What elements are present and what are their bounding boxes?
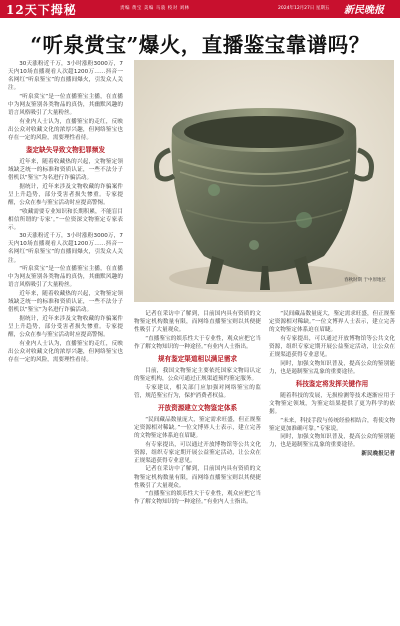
photo-caption: 春秋时期 于中原地区 — [344, 278, 386, 283]
paragraph: 随着科技的发展，无损检测等技术逐渐应用于文物鉴定领域，为鉴定结果提供了更为科学的依据。 — [269, 392, 395, 415]
paragraph: “听泉赏宝”是一位直播鉴宝主播，在直播中为网友鉴别各类物品的真伪，其幽默风趣的语言风格吸引了大量粉丝。 — [8, 93, 123, 117]
paragraph: 有专家提出，可以通过开放博物馆等公共文化资源，组织专家定期开展公益鉴定活动，让公众在正规渠道获得专业意见。 — [134, 441, 261, 464]
paragraph: 有专家提出，可以通过开放博物馆等公共文化资源，组织专家定期开展公益鉴定活动，让公众在正规渠道获得专业意见。 — [269, 335, 395, 358]
paragraph: 近年来，随着收藏热的兴起，文物鉴定领域缺乏统一的标准和资质认证，一些不法分子借机以“鉴宝”为名进行诈骗活动。 — [8, 158, 123, 182]
paragraph: “民间藏品数量庞大，鉴定需求旺盛，但正规鉴定资源相对稀缺。”一位文博界人士表示，建立完善的文物鉴定体系迫在眉睫。 — [134, 416, 261, 440]
paragraph: 有业内人士认为，直播鉴宝的走红，反映出公众对收藏文化的浓厚兴趣，但网络鉴宝也存在一定的风险，需要理性看待。 — [8, 118, 123, 141]
newspaper-logo: 新民晚报 — [344, 5, 384, 16]
section-subhead: 科技鉴定将发挥关键作用 — [295, 379, 369, 388]
editor-credits: 责编 黄宝 美编 马骁 校对 刘林 — [120, 6, 190, 11]
paragraph: “未来，科技手段与传统经验相结合，将使文物鉴定更加准确可靠。”专家说。 — [269, 417, 395, 432]
article-column-3 — [269, 310, 395, 620]
paragraph: 据统计，近年来涉及文物收藏的诈骗案件呈上升趋势，部分受害者损失惨重。专家提醒，公众在参与鉴宝活动时应提高警惕。 — [8, 183, 123, 206]
article-headline: “听泉赏宝”爆火，直播鉴宝靠谱吗？ — [30, 33, 370, 57]
paragraph: 同时，加强文物知识普及，提高公众的鉴别能力，也是遏制鉴宝乱象的重要途径。 — [269, 434, 395, 449]
paragraph: 有业内人士认为，直播鉴宝的走红，反映出公众对收藏文化的浓厚兴趣，但网络鉴宝也存在一定的风险，需要理性看待。 — [8, 340, 123, 363]
paragraph: “直播鉴宝的娱乐性大于专业性，观众应把它当作了解文物知识的一种途径。”有业内人士指出。 — [134, 335, 261, 350]
paragraph: 30天涨粉近千万，3小时涨粉3000万，7天内10场直播观看人次超1200万……抖音一名网红“听泉鉴宝”的直播间爆火，引发众人关注。 — [8, 61, 123, 92]
article-column-1 — [8, 60, 123, 620]
paragraph: 记者在采访中了解到，目前国内具有资质的文物鉴定机构数量有限，而网络直播鉴宝则以其便捷性吸引了大量观众。 — [134, 311, 261, 334]
paragraph: “民间藏品数量庞大，鉴定需求旺盛，但正规鉴定资源相对稀缺。”一位文博界人士表示，建立完善的文物鉴定体系迫在眉睫。 — [269, 311, 395, 334]
bronze-vessel-image — [134, 60, 394, 302]
paragraph: “听泉赏宝”是一位直播鉴宝主播，在直播中为网友鉴别各类物品的真伪，其幽默风趣的语言风格吸引了大量粉丝。 — [8, 266, 123, 289]
paragraph: 记者在采访中了解到，目前国内具有资质的文物鉴定机构数量有限，而网络直播鉴宝则以其便捷性吸引了大量观众。 — [134, 466, 261, 489]
paragraph: 30天涨粉近千万，3小时涨粉3000万，7天内10场直播观看人次超1200万……抖音一名网红“听泉鉴宝”的直播间爆火，引发众人关注。 — [8, 233, 123, 264]
article-column-2 — [134, 310, 261, 620]
section-subhead: 规有鉴定渠道相以满足需求 — [157, 354, 238, 363]
issue-date: 2024年12月27日 星期五 — [278, 6, 330, 11]
section-title: 12天下拇秘 — [6, 3, 77, 17]
paragraph: 据统计，近年来涉及文物收藏的诈骗案件呈上升趋势，部分受害者损失惨重。专家提醒，公众在参与鉴宝活动时应提高警惕。 — [8, 315, 123, 338]
paragraph: 专家建议，相关部门应加强对网络鉴宝的监管，规范鉴宝行为，保护消费者权益。 — [134, 384, 261, 399]
page-header — [0, 0, 400, 18]
paragraph: 目前，我国文物鉴定主要依托国家文物局认定的鉴定机构，公众可通过正规渠道预约鉴定服务。 — [134, 367, 261, 383]
paragraph: 近年来，随着收藏热的兴起，文物鉴定领域缺乏统一的标准和资质认证，一些不法分子借机以“鉴宝”为名进行诈骗活动。 — [8, 290, 123, 314]
paragraph: 同时，加强文物知识普及，提高公众的鉴别能力，也是遏制鉴宝乱象的重要途径。 — [269, 360, 395, 375]
section-subhead: 开放资源建立文物鉴定体系 — [157, 403, 238, 412]
byline: 新民晚报记者 — [361, 450, 395, 457]
paragraph: “收藏需要专业知识和长期积累，不能盲目相信所谓的‘专家’。”一位资深文物鉴定专家表示。 — [8, 208, 123, 231]
section-subhead: 鉴定缺失导致文物犯罪频发 — [25, 145, 106, 154]
article-photo — [134, 60, 394, 302]
paragraph: “直播鉴宝的娱乐性大于专业性，观众应把它当作了解文物知识的一种途径。”有业内人士指出。 — [134, 491, 261, 506]
